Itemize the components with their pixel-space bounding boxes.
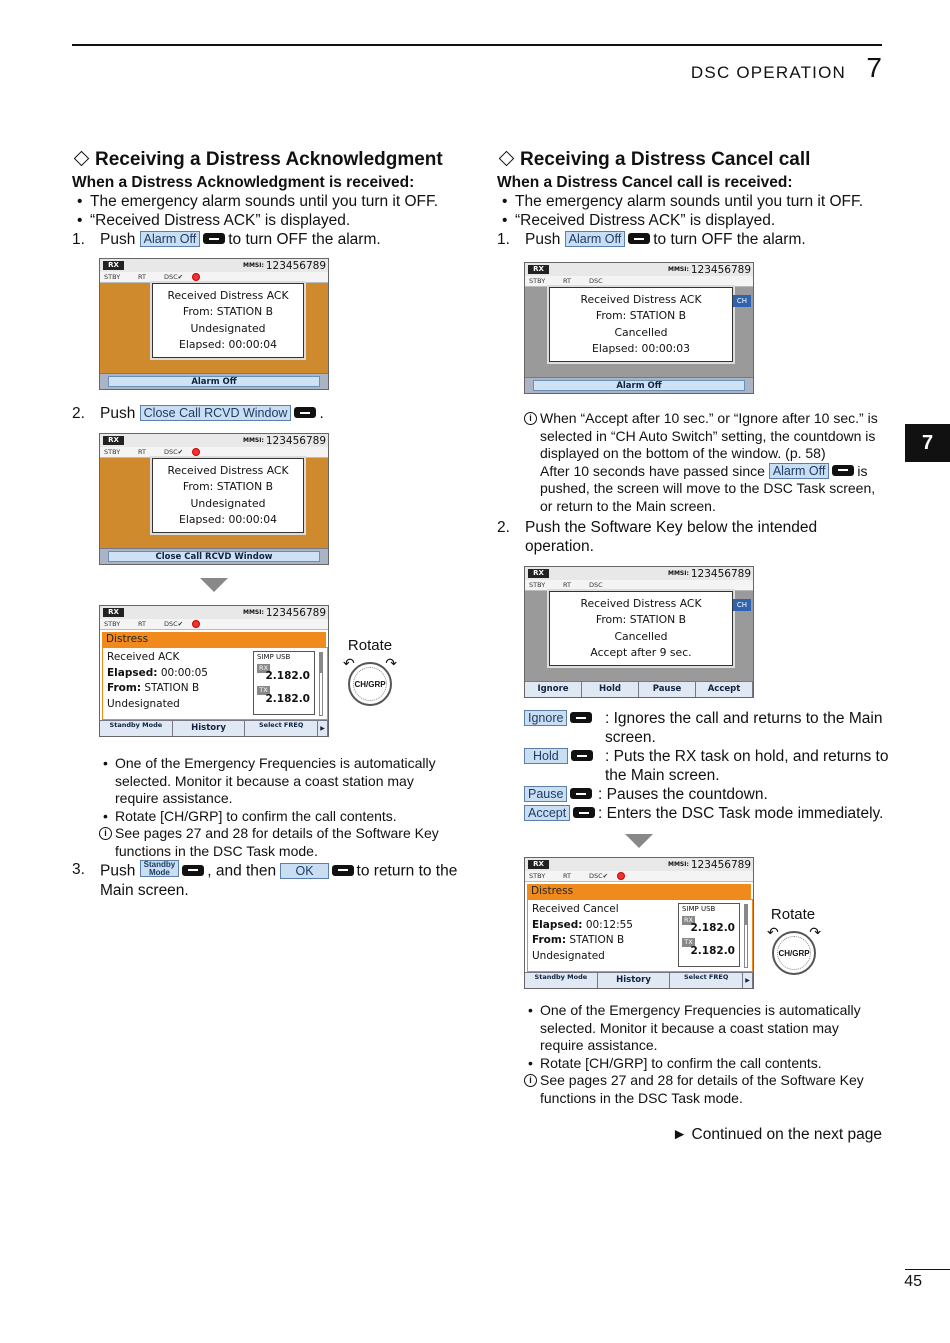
right-subheading: When a Distress Cancel call is received: (497, 174, 793, 191)
rotate-label: Rotate (770, 906, 816, 923)
select-freq-softkey[interactable]: Select FREQ (670, 973, 743, 988)
ack-dialog: Received Distress ACK From: STATION B Undesignated Elapsed: 00:00:04 (152, 458, 304, 533)
rotate-arrows-icon: ↶ ↷ (767, 924, 821, 940)
right-info-1: i When “Accept after 10 sec.” or “Ignore after 10 sec.” is selected in “CH Auto Switch” setting, the countdown is displayed on the bottom of the window. (p. 58) After 10 seconds have passed since Alarm Off is pushed, the screen will move to the DSC Task screen, or return to the Main screen. (524, 410, 884, 515)
down-arrow-icon (200, 578, 228, 592)
right-column-intro (497, 148, 887, 249)
section-title: DSC OPERATION (690, 63, 846, 82)
left-step-2: 2. Push Close Call RCVD Window . (72, 405, 324, 422)
header-rule (72, 44, 882, 46)
alarm-off-softkey-label: Alarm Off (140, 231, 201, 247)
frequency-box: SIMP USB RX 2.182.0 TX 2.182.0 (678, 903, 740, 967)
next-page-icon[interactable]: ▶ (743, 973, 753, 988)
distress-header: Distress (102, 632, 326, 647)
right-bullet-2: • “Received Distress ACK” is displayed. (497, 211, 887, 230)
left-bullet-2: • “Received Distress ACK” is displayed. (72, 211, 462, 230)
alarm-off-softkey-label: Alarm Off (565, 231, 626, 247)
ack-dialog: Received Distress ACK From: STATION B Undesignated Elapsed: 00:00:04 (152, 283, 304, 358)
frequency-box: SIMP USB RX 2.182.0 TX 2.182.0 (253, 651, 315, 715)
softkey-button-icon (628, 233, 650, 244)
chapter-number: 7 (866, 52, 882, 83)
ch-badge: CH (733, 295, 751, 307)
left-heading: Receiving a Distress Acknowledgment (72, 148, 462, 172)
close-call-softkey[interactable]: Close Call RCVD Window (108, 551, 320, 562)
screen-distress-cancel-task: RX MMSI: 123456789 STBY RT DSC✔ Distress Received Cancel Elapsed: 00:12:55 From: STATION B Undesignated SIMP USB RX 2.182.0 TX 2.182.0 Standby Mode History Select FREQ ▶ (524, 857, 754, 989)
scrollbar[interactable] (319, 652, 323, 716)
ignore-softkey[interactable]: Ignore (525, 682, 582, 697)
info-icon: i (524, 1074, 537, 1087)
record-icon (192, 273, 200, 281)
left-subheading: When a Distress Acknowledgment is received: (72, 174, 415, 191)
pause-softkey-label: Pause (524, 786, 567, 802)
screen-cancel-countdown: RX MMSI: 123456789 STBY RT DSC Received Distress ACK From: STATION B Cancelled Accept after 9 sec. CH Ignore Hold Pause Accept (524, 566, 754, 698)
softkey-button-icon (332, 865, 354, 876)
right-step-2: 2. Push the Software Key below the intended operation. (497, 519, 818, 555)
ok-softkey-label: OK (280, 863, 328, 879)
standby-mode-softkey[interactable]: Standby Mode (100, 721, 173, 736)
left-notes: • One of the Emergency Frequencies is automatically selected. Monitor it because a coast station may require assistance. • Rotate [CH/GRP] to confirm the call contents. i See pages 27 and 28 for details of the Software Key functions in the DSC Task mode. (99, 755, 459, 860)
right-notes: • One of the Emergency Frequencies is automatically selected. Monitor it because a coast station may require assistance. • Rotate [CH/GRP] to confirm the call contents. i See pages 27 and 28 for details of the Software Key functions in the DSC Task mode. (524, 1002, 884, 1107)
softkey-button-icon (570, 788, 592, 799)
screen-received-ack-2: RX MMSI: 123456789 STBY RT DSC✔ Received Distress ACK From: STATION B Undesignated Elapsed: 00:00:04 Close Call RCVD Window (99, 433, 329, 565)
left-step-1: 1. Push Alarm Off to turn OFF the alarm. (72, 231, 381, 248)
chapter-tab: 7 (905, 424, 950, 462)
rotate-arrows-icon: ↶ ↷ (343, 655, 397, 671)
record-icon (192, 620, 200, 628)
left-column-intro (72, 148, 462, 249)
standby-mode-softkey-label: Standby Mode (140, 860, 180, 877)
alarm-off-softkey-label: Alarm Off (769, 463, 830, 479)
right-step-1: 1. Push Alarm Off to turn OFF the alarm. (497, 231, 806, 248)
screen-received-ack-1: RX MMSI: 123456789 STBY RT DSC✔ Received Distress ACK From: STATION B Undesignated Elapsed: 00:00:04 Alarm Off (99, 258, 329, 390)
accept-softkey-label: Accept (524, 805, 570, 821)
rotate-label: Rotate (347, 637, 393, 654)
info-icon: i (524, 412, 537, 425)
scrollbar[interactable] (744, 904, 748, 968)
countdown-dialog: Received Distress ACK From: STATION B Cancelled Accept after 9 sec. (549, 591, 733, 666)
distress-header: Distress (527, 884, 751, 899)
alarm-off-softkey[interactable]: Alarm Off (108, 376, 320, 387)
record-icon (617, 872, 625, 880)
continued-note: ► Continued on the next page (671, 1126, 882, 1143)
down-arrow-icon (625, 834, 653, 848)
ch-badge: CH (733, 599, 751, 611)
hold-softkey[interactable]: Hold (582, 682, 639, 697)
left-step-3: 3. Push Standby Mode , and then OK to return to the Main screen. (72, 860, 458, 899)
standby-mode-softkey[interactable]: Standby Mode (525, 973, 598, 988)
right-bullet-1: • The emergency alarm sounds until you turn it OFF. (497, 192, 887, 211)
right-heading: Receiving a Distress Cancel call (497, 148, 887, 172)
softkey-button-icon (294, 407, 316, 418)
diamond-icon (74, 151, 90, 167)
select-freq-softkey[interactable]: Select FREQ (245, 721, 318, 736)
next-page-icon[interactable]: ▶ (318, 721, 328, 736)
screen-cancel-ack: RX MMSI: 123456789 STBY RT DSC Received Distress ACK From: STATION B Cancelled Elapsed: 00:00:03 CH Alarm Off (524, 262, 754, 394)
softkey-button-icon (203, 233, 225, 244)
softkey-button-icon (573, 807, 595, 818)
left-bullet-1: • The emergency alarm sounds until you turn it OFF. (72, 192, 462, 211)
history-softkey[interactable]: History (598, 973, 671, 988)
page-number: 45 (904, 1273, 922, 1290)
hold-softkey-label: Hold (524, 748, 568, 764)
accept-softkey[interactable]: Accept (696, 682, 753, 697)
softkey-descriptions: Ignore : Ignores the call and returns to the Main screen. Hold : Puts the RX task on hold, and returns to the Main screen. Pause : Pauses the countdown. Accept : Enters the DSC Task mode immediately. (524, 709, 894, 823)
softkey-button-icon (182, 865, 204, 876)
pause-softkey[interactable]: Pause (639, 682, 696, 697)
alarm-off-softkey[interactable]: Alarm Off (533, 380, 745, 391)
softkey-button-icon (570, 712, 592, 723)
info-icon: i (99, 827, 112, 840)
ignore-softkey-label: Ignore (524, 710, 567, 726)
history-softkey[interactable]: History (173, 721, 246, 736)
ch-grp-knob-icon: CH/GRP (348, 662, 392, 706)
softkey-button-icon (571, 750, 593, 761)
softkey-button-icon (832, 465, 854, 476)
screen-distress-task: RX MMSI: 123456789 STBY RT DSC✔ Distress Received ACK Elapsed: 00:00:05 From: STATION B Undesignated SIMP USB RX 2.182.0 TX 2.182.0 Standby Mode History Select FREQ ▶ (99, 605, 329, 737)
close-call-softkey-label: Close Call RCVD Window (140, 405, 292, 421)
record-icon (192, 448, 200, 456)
ch-grp-knob-icon: CH/GRP (772, 931, 816, 975)
footer-rule (905, 1269, 950, 1270)
cancel-dialog: Received Distress ACK From: STATION B Cancelled Elapsed: 00:00:03 (549, 287, 733, 362)
diamond-icon (499, 151, 515, 167)
